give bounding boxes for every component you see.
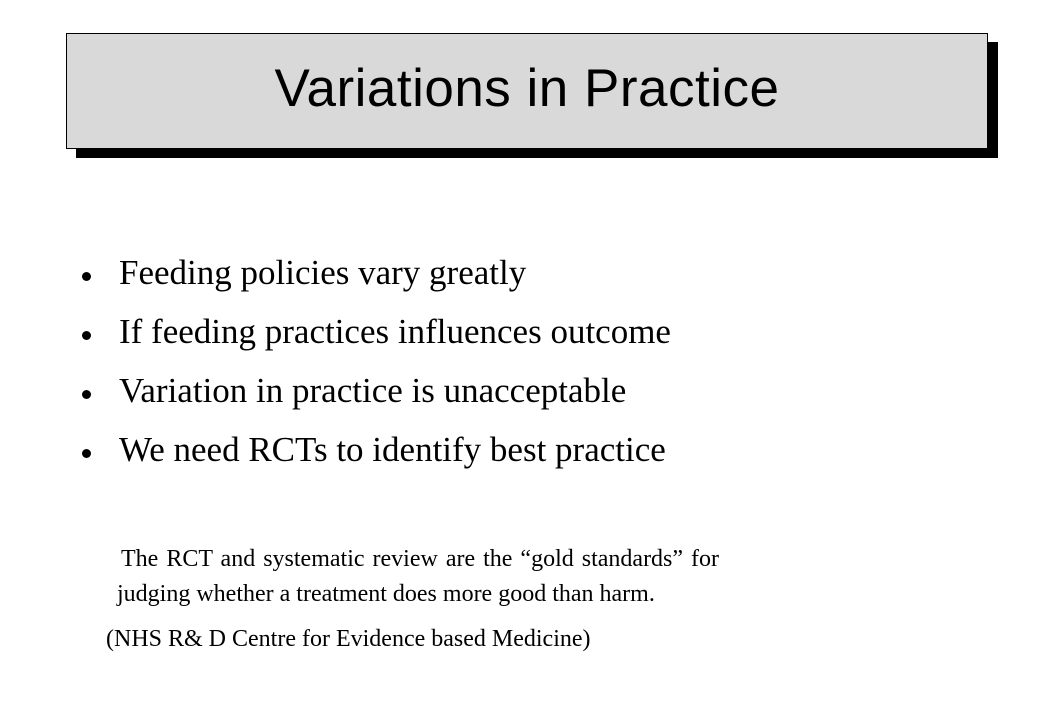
- slide-title: Variations in Practice: [274, 58, 780, 118]
- bullet-text: If feeding practices influences outcome: [119, 312, 671, 351]
- bullet-dot-icon: [82, 449, 91, 458]
- bullet-dot-icon: [82, 390, 91, 399]
- title-box: [66, 33, 988, 149]
- quote-line-2: judging whether a treatment does more good than harm.: [117, 581, 655, 607]
- quote-block: [117, 542, 719, 612]
- bullet-text: Feeding policies vary greatly: [119, 253, 527, 292]
- bullet-dot-icon: [82, 272, 91, 281]
- quote-line-1: The RCT and systematic review are the “gold standards” for: [121, 546, 720, 572]
- citation: (NHS R& D Centre for Evidence based Medicine): [106, 626, 591, 652]
- bullet-dot-icon: [82, 331, 91, 340]
- bullet-text: We need RCTs to identify best practice: [119, 430, 666, 469]
- bullet-text: Variation in practice is unacceptable: [119, 371, 627, 410]
